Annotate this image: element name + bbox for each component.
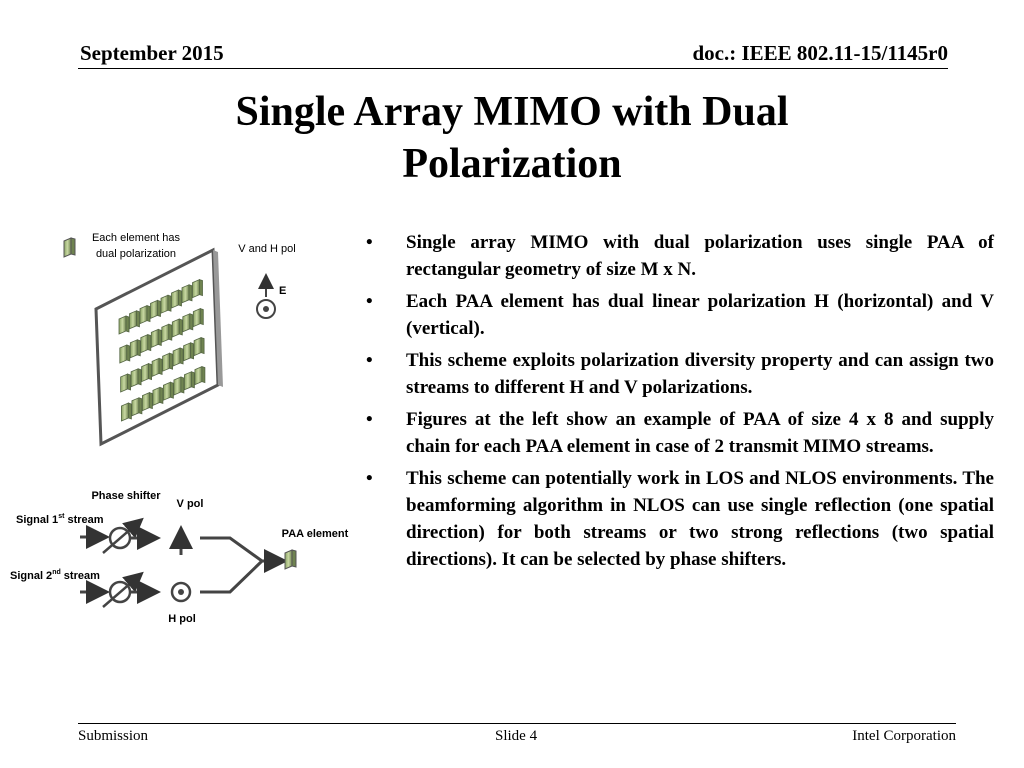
header-date: September 2015 [80, 41, 224, 65]
bullet-text: Single array MIMO with dual polarization uses single PAA of rectangular geometry of size M x N. [406, 232, 994, 280]
label-v-and-h-pol: V and H pol [238, 243, 296, 255]
slide-title-line2: Polarization [402, 141, 622, 187]
label-signal-1: Signal 1st stream [16, 513, 104, 526]
label-signal-2: Signal 2nd stream [10, 569, 100, 582]
paa-array-element [140, 306, 150, 324]
paa-array-element [193, 280, 203, 298]
paa-array-element [130, 340, 140, 358]
label-e: E [279, 285, 287, 297]
paa-array-element [173, 348, 183, 366]
bullet-list [366, 229, 994, 578]
footer-divider [78, 723, 956, 724]
paa-array-element [182, 285, 192, 303]
paa-array-element [184, 343, 194, 361]
bullet-item [366, 288, 994, 342]
paa-array-element [121, 374, 131, 392]
footer-submission: Submission [78, 728, 149, 744]
label-phase-shifter: Phase shifter [91, 490, 161, 502]
bullet-text: This scheme exploits polarization diversity property and can assign two streams to different H and V polarizations. [406, 350, 994, 398]
paa-array-element [193, 309, 203, 327]
bullet-dot: • [366, 232, 373, 253]
paa-array-element [161, 295, 171, 313]
label-each-element: Each element has [91, 232, 181, 244]
bullet-dot: • [366, 350, 373, 371]
label-v-pol: V pol [176, 498, 204, 510]
paa-array-element [153, 387, 163, 405]
bullet-text: Each PAA element has dual linear polarization H (horizontal) and V (vertical). [406, 291, 994, 339]
paa-array-element [163, 382, 173, 400]
bullet-item [366, 229, 994, 283]
header-divider [78, 68, 948, 69]
paa-element-icon [285, 550, 296, 569]
paa-array-element [120, 345, 130, 363]
label-paa-element: PAA element [281, 528, 349, 540]
e-field-symbol [257, 277, 286, 318]
bullet-text: Figures at the left show an example of PAA of size 4 x 8 and supply chain for each PAA element in case of 2 transmit MIMO streams. [406, 409, 994, 457]
paa-array-element [121, 403, 131, 421]
paa-array-element [130, 311, 140, 329]
footer-slide-number: Slide 4 [495, 728, 538, 744]
bullet-item [366, 465, 994, 573]
paa-array-element [162, 324, 172, 342]
v-pol-combine-line [200, 538, 262, 561]
paa-array-element [195, 367, 205, 385]
slide-title [0, 86, 1024, 190]
h-pol-dot-icon [172, 583, 190, 601]
paa-array-element [184, 372, 194, 390]
paa-array-element [142, 364, 152, 382]
bullet-dot: • [366, 291, 373, 312]
label-dual-polarization: dual polarization [95, 248, 177, 260]
bullet-item [366, 406, 994, 460]
paa-array-element [131, 369, 141, 387]
paa-array-element [151, 329, 161, 347]
paa-figure [0, 215, 362, 635]
h-pol-combine-line [200, 561, 262, 592]
paa-array-element [142, 393, 152, 411]
paa-array-element [151, 300, 161, 318]
paa-array-element [194, 338, 204, 356]
slide-title-line1: Single Array MIMO with Dual [235, 89, 789, 135]
bullet-dot: • [366, 468, 373, 489]
paa-array-element [163, 353, 173, 371]
bullet-text: This scheme can potentially work in LOS and NLOS environments. The beamforming algorithm in NLOS can use single reflection (one spatial direction) for both streams or two strong reflections (two spatial directions). It can be selected by phase shifters. [406, 468, 994, 570]
paa-array-element [119, 316, 129, 334]
paa-array-element [174, 377, 184, 395]
paa-array-element [172, 319, 182, 337]
label-h-pol: H pol [168, 613, 196, 625]
legend-element-icon [64, 238, 75, 257]
paa-array-element [152, 358, 162, 376]
paa-array-element [183, 314, 193, 332]
footer-organization: Intel Corporation [852, 728, 956, 744]
paa-array-element [172, 290, 182, 308]
paa-array-element [132, 398, 142, 416]
bullet-item [366, 347, 994, 401]
bullet-dot: • [366, 409, 373, 430]
header-doc-id: doc.: IEEE 802.11-15/1145r0 [692, 41, 948, 65]
paa-array-element [141, 335, 151, 353]
